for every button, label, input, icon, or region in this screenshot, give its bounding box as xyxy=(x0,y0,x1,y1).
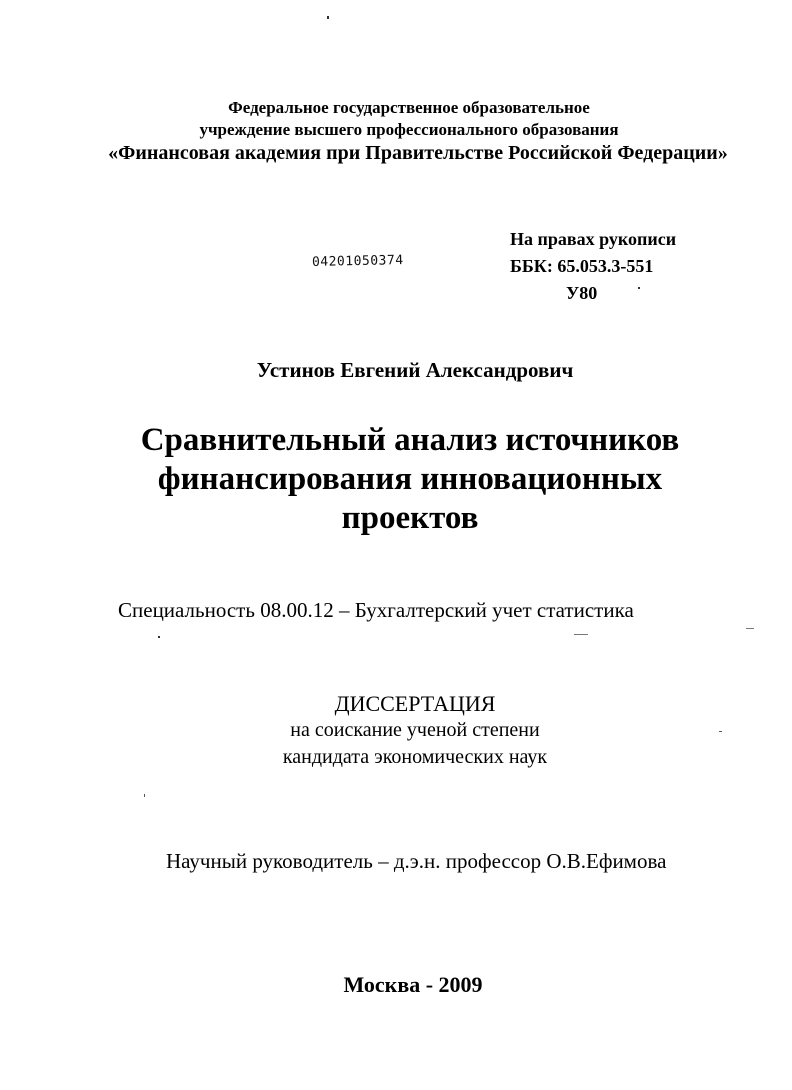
scan-speck xyxy=(746,628,754,629)
dissertation-heading: ДИССЕРТАЦИЯ xyxy=(334,691,496,716)
specialty: Специальность 08.00.12 – Бухгалтерский учет статистика xyxy=(118,598,634,622)
scan-speck xyxy=(158,636,160,638)
author-name: Устинов Евгений Александрович xyxy=(256,358,574,382)
title-line-3: проектов xyxy=(341,500,479,536)
institution-line-3: «Финансовая академия при Правительстве Российской Федерации» xyxy=(108,142,728,164)
city-year: Москва - 2009 xyxy=(343,972,483,997)
scan-speck xyxy=(638,287,640,289)
degree-line-2: кандидата экономических наук xyxy=(282,746,548,768)
archive-code-stamp: 04201050374 xyxy=(311,253,404,270)
author-index: У80 xyxy=(566,283,598,303)
scientific-advisor: Научный руководитель – д.э.н. профессор О.В.Ефимова xyxy=(166,849,667,873)
manuscript-rights: На правах рукописи xyxy=(510,229,677,249)
title-line-1: Сравнительный анализ источников xyxy=(140,422,680,458)
scan-speck xyxy=(574,634,588,635)
scan-speck xyxy=(327,16,329,19)
bbk-code: ББК: 65.053.3-551 xyxy=(510,256,654,276)
scan-speck xyxy=(144,794,145,797)
institution-line-2: учреждение высшего профессионального образования xyxy=(199,120,619,139)
title-line-2: финансирования инновационных xyxy=(157,461,663,497)
institution-line-1: Федеральное государственное образовательное xyxy=(228,98,590,117)
degree-line-1: на соискание ученой степени xyxy=(290,719,540,741)
